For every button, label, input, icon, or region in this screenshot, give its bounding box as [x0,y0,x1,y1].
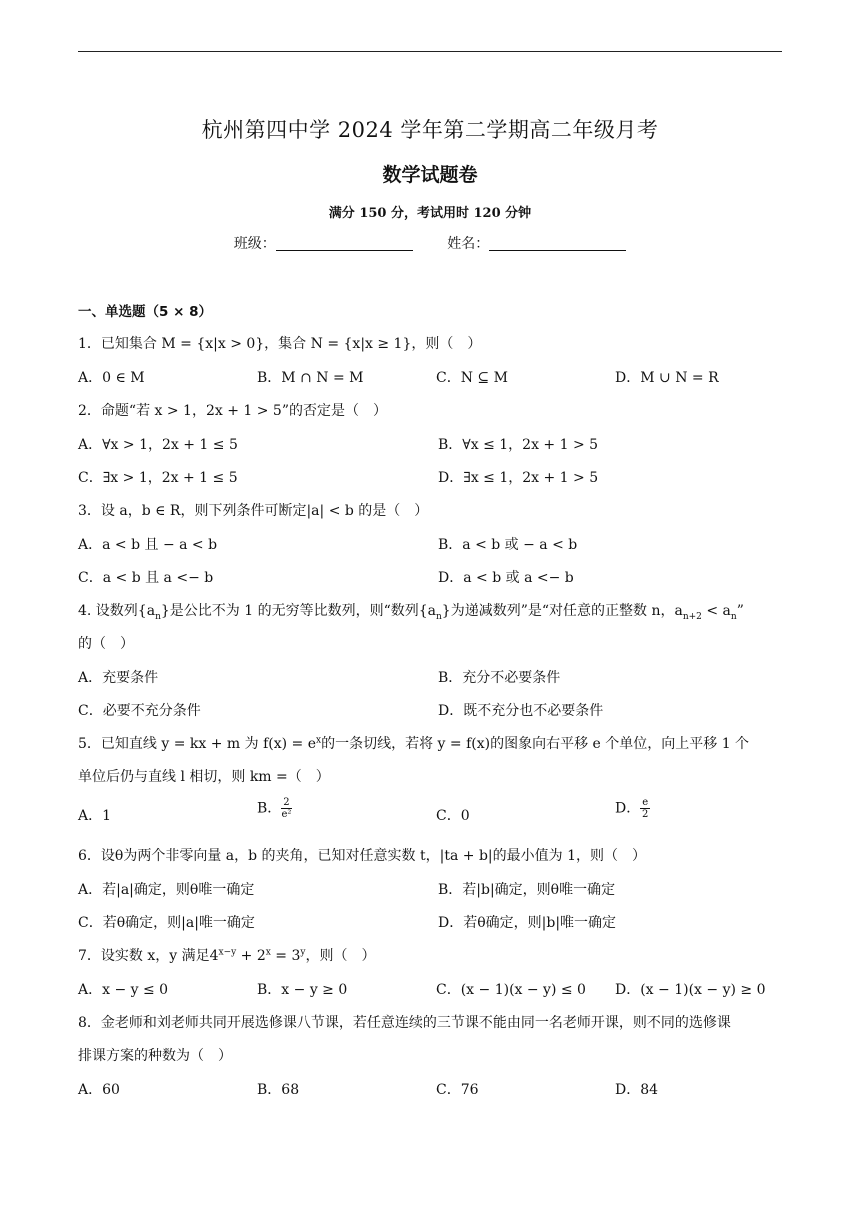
q5-d-fraction [640,797,650,820]
question-4-stem-line-2: 的（ ） [78,636,134,652]
q5-b-den: e² [281,809,292,820]
student-info [0,233,860,253]
question-8-stem-line-2: 排课方案的种数为（ ） [78,1048,232,1064]
question-5-option-c: C．0 [436,808,470,824]
q5-text-1: 5．已知直线 y = kx + m 为 f(x) = e [78,736,316,752]
exam-title: 杭州第四中学 2024 学年第二学期高二年级月考 [201,118,659,142]
question-1-option-c: C．N ⊆ M [436,370,508,386]
q5-text-2: 的一条切线，若将 y = f(x)的图象向右平移 e 个单位，向上平移 1 个 [321,736,750,752]
q4-sub-2: n [435,611,442,622]
exam-note: 满分 150 分，考试用时 120 分钟 [328,206,532,221]
question-4-option-b: B．充分不必要条件 [438,670,561,686]
q7-text-1: 7．设实数 x，y 满足4 [78,948,219,964]
question-4-option-d: D．既不充分也不必要条件 [438,703,604,719]
top-rule [78,51,782,52]
q5-b-fraction [281,797,291,820]
question-7-stem [78,945,376,965]
q5-d-den: 2 [642,809,649,820]
question-8-option-a: A．60 [78,1082,120,1098]
question-5-option-b [257,797,292,820]
question-7-option-a: A．x − y ≤ 0 [78,982,169,998]
q5-d-num: e [642,797,649,808]
question-5-option-a: A．1 [78,808,112,824]
question-8-option-d: D．84 [615,1082,659,1098]
question-1-option-b: B．M ∩ N = M [257,370,364,386]
question-8-stem: 8．金老师和刘老师共同开展选修课八节课，若任意连续的三节课不能由同一名老师开课，则不同的选修课 [78,1015,731,1031]
question-4-option-a: A．充要条件 [78,670,159,686]
question-4-stem [78,600,744,622]
class-blank[interactable] [276,236,413,251]
question-8-option-c: C．76 [436,1082,479,1098]
q4-sub-4: n [730,611,737,622]
q4-text-3: }为递减数列”是“对任意的正整数 n，a [441,603,683,619]
question-6-option-d: D．若θ确定，则|b|唯一确定 [438,915,617,931]
question-5-stem-line-2: 单位后仍与直线 l 相切，则 km =（ ） [78,769,330,785]
q5-b-label: B． [257,800,282,817]
question-8-option-b: B．68 [257,1082,300,1098]
question-1-option-d: D．M ∪ N = R [615,370,719,386]
q7-text-4: ，则（ ） [305,948,376,964]
question-2-option-a: A．∀x > 1，2x + 1 ≤ 5 [78,437,238,453]
q5-sup: x [316,735,322,746]
question-6-option-b: B．若|b|确定，则θ唯一确定 [438,882,616,898]
question-6-option-a: A．若|a|确定，则θ唯一确定 [78,882,255,898]
question-6-option-c: C．若θ确定，则|a|唯一确定 [78,915,255,931]
question-3-option-d: D．a < b 或 a <− b [438,570,574,586]
question-7-option-b: B．x − y ≥ 0 [257,982,348,998]
name-label: 姓名： [447,236,490,252]
question-1-stem: 1．已知集合 M = {x|x > 0}，集合 N = {x|x ≥ 1}，则（ ） [78,336,482,352]
question-7-option-c: C．(x − 1)(x − y) ≤ 0 [436,982,586,998]
section-heading: 一、单选题（5 × 8） [78,304,212,320]
q7-sup-1: x−y [218,947,237,958]
q4-text-4: < a [701,603,731,619]
q7-text-2: + 2 [236,948,266,964]
question-3-option-a: A．a < b 且 − a < b [78,537,218,553]
question-5-stem [78,733,749,753]
q5-b-num: 2 [283,797,290,808]
question-1-option-a: A．0 ∈ M [78,370,145,386]
q7-text-3: = 3 [270,948,301,964]
q7-sup-3: y [300,947,306,958]
exam-subtitle: 数学试题卷 [382,164,478,186]
q4-text-1: 4. 设数列{a [78,603,156,619]
q7-sup-2: x [265,947,271,958]
class-label: 班级： [233,236,276,252]
question-2-option-c: C．∃x > 1，2x + 1 ≤ 5 [78,470,238,486]
q4-sub-1: n [155,611,161,622]
question-3-option-b: B．a < b 或 − a < b [438,537,578,553]
question-2-stem: 2．命题“若 x > 1，2x + 1 > 5”的否定是（ ） [78,403,387,419]
q4-text-2: }是公比不为 1 的无穷等比数列，则“数列{a [160,603,436,619]
question-4-option-c: C．必要不充分条件 [78,703,201,719]
question-3-stem: 3．设 a，b ∈ R，则下列条件可断定|a| < b 的是（ ） [78,503,429,519]
question-3-option-c: C．a < b 且 a <− b [78,570,214,586]
q5-d-label: D． [615,800,641,817]
question-2-option-b: B．∀x ≤ 1，2x + 1 > 5 [438,437,599,453]
question-6-stem: 6．设θ为两个非零向量 a，b 的夹角，已知对任意实数 t，|ta + b|的最小值为 1，则（ ） [78,848,646,864]
question-5-option-d [615,797,650,820]
question-2-option-d: D．∃x ≤ 1，2x + 1 > 5 [438,470,599,486]
q4-text-5: ” [736,603,744,619]
q4-sub-3: n+2 [682,611,702,622]
name-blank[interactable] [489,236,626,251]
question-7-option-d: D．(x − 1)(x − y) ≥ 0 [615,982,766,998]
